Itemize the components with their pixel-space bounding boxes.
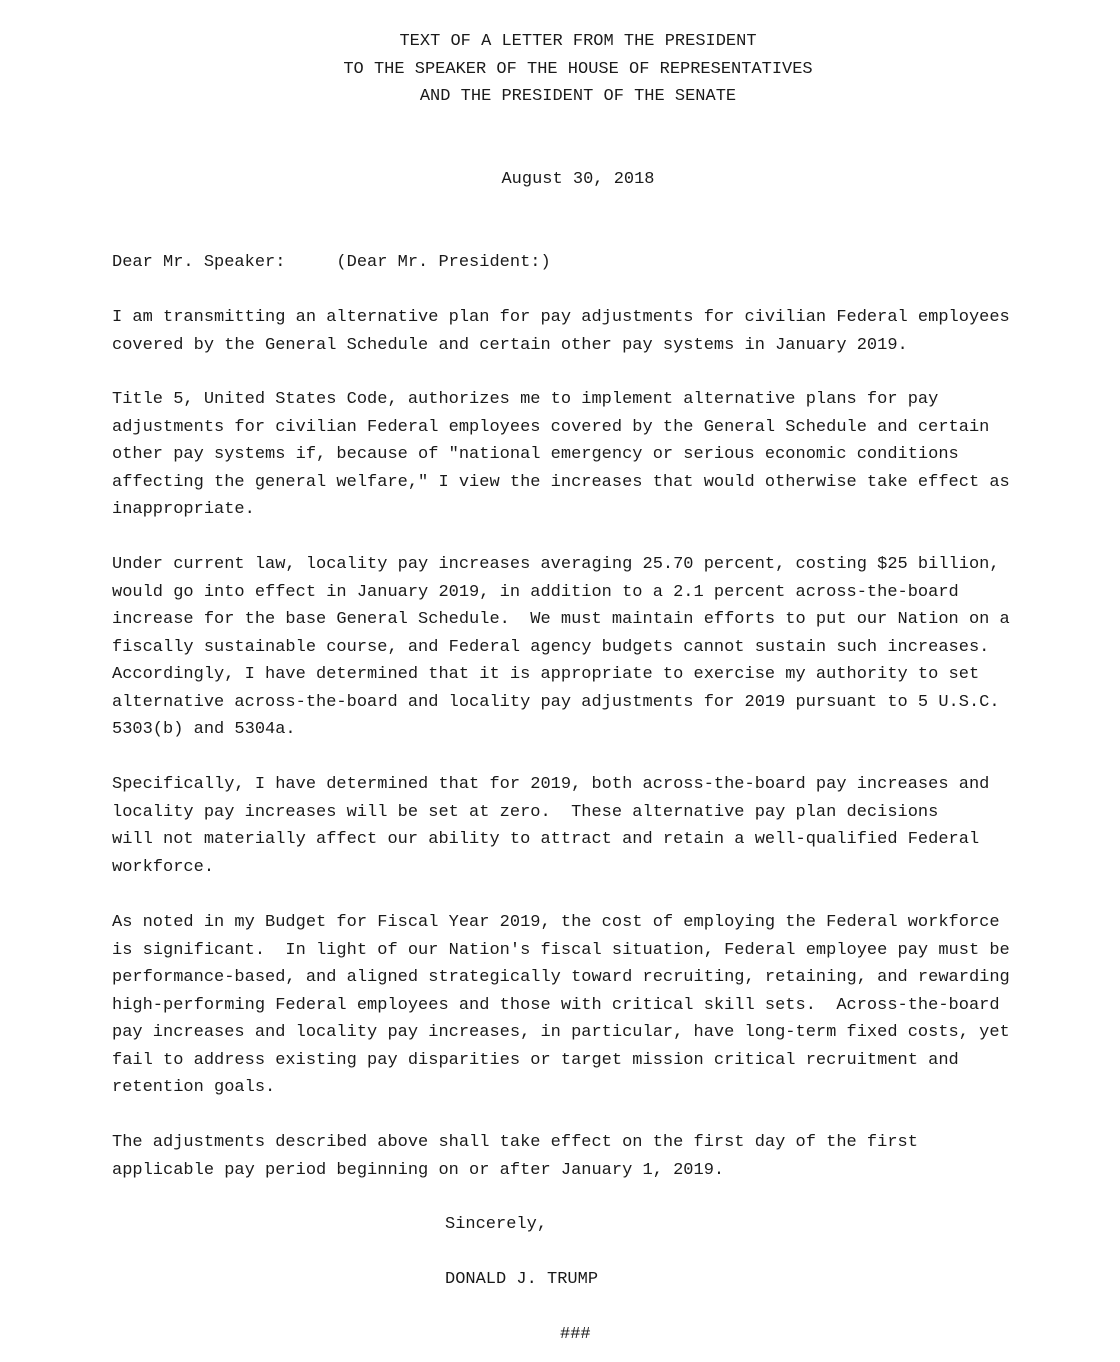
paragraph-line: retention goals. (112, 1078, 276, 1097)
paragraph-line: adjustments for civilian Federal employees covered by the General Schedule and certain (112, 417, 990, 437)
paragraph-1 (112, 304, 1052, 359)
salutation: Dear Mr. Speaker: (Dear Mr. President:) (112, 253, 551, 272)
paragraph-line: Accordingly, I have determined that it is appropriate to exercise my authority to set (112, 665, 980, 684)
signature: DONALD J. TRUMP (445, 1270, 599, 1289)
paragraph-line: inappropriate. (112, 500, 255, 519)
header-line-2: TO THE SPEAKER OF THE HOUSE OF REPRESENTATIVES (343, 60, 813, 79)
paragraph-line: applicable pay period beginning on or after January 1, 2019. (112, 1160, 725, 1180)
paragraph-3 (112, 551, 1052, 744)
paragraph-line: performance-based, and aligned strategically toward recruiting, retaining, and rewarding (112, 968, 1010, 987)
paragraph-line: high-performing Federal employees and those with critical skill sets. Across-the-board (112, 995, 1000, 1015)
paragraph-line: The adjustments described above shall take effect on the first day of the first (112, 1133, 918, 1152)
paragraph-line: workforce. (112, 857, 215, 877)
paragraph-line: fail to address existing pay disparities or target mission critical recruitment and (112, 1050, 959, 1070)
closing: Sincerely, (445, 1215, 548, 1234)
header-line-1: TEXT OF A LETTER FROM THE PRESIDENT (399, 32, 757, 51)
paragraph-line: affecting the general welfare," I view the increases that would otherwise take effect as (112, 472, 1010, 492)
paragraph-line: is significant. In light of our Nation's fiscal situation, Federal employee pay must be (112, 940, 1010, 960)
paragraph-line: pay increases and locality pay increases, in particular, have long-term fixed costs, yet (112, 1023, 1010, 1042)
paragraph-6 (112, 1129, 1052, 1184)
paragraph-line: alternative across-the-board and locality pay adjustments for 2019 pursuant to 5 U.S.C. (112, 692, 1000, 712)
header-line-3: AND THE PRESIDENT OF THE SENATE (419, 87, 737, 106)
paragraph-line: other pay systems if, because of "national emergency or serious economic conditions (112, 445, 959, 464)
paragraph-line: increase for the base General Schedule. We must maintain efforts to put our Nation on a (112, 610, 1010, 629)
paragraph-line: would go into effect in January 2019, in addition to a 2.1 percent across-the-board (112, 582, 959, 602)
paragraph-line: will not materially affect our ability to attract and retain a well-qualified Federal (112, 830, 980, 849)
paragraph-line: Under current law, locality pay increases averaging 25.70 percent, costing $25 billion, (112, 555, 1000, 574)
end-mark: ### (560, 1325, 591, 1344)
paragraph-line: I am transmitting an alternative plan for pay adjustments for civilian Federal employees (112, 308, 1010, 327)
paragraph-line: Specifically, I have determined that for 2019, both across-the-board pay increases and (112, 775, 990, 794)
paragraph-line: Title 5, United States Code, authorizes me to implement alternative plans for pay (112, 390, 939, 409)
paragraph-2 (112, 386, 1052, 524)
paragraph-line: covered by the General Schedule and certain other pay systems in January 2019. (112, 335, 908, 355)
paragraph-line: As noted in my Budget for Fiscal Year 2019, the cost of employing the Federal workforce (112, 913, 1000, 932)
paragraph-line: fiscally sustainable course, and Federal agency budgets cannot sustain such increases. (112, 637, 990, 657)
paragraph-line: 5303(b) and 5304a. (112, 720, 296, 739)
paragraph-line: locality pay increases will be set at zero. These alternative pay plan decisions (112, 802, 939, 822)
paragraph-4 (112, 771, 1052, 881)
letter-date: August 30, 2018 (501, 170, 655, 189)
paragraph-5 (112, 909, 1052, 1102)
